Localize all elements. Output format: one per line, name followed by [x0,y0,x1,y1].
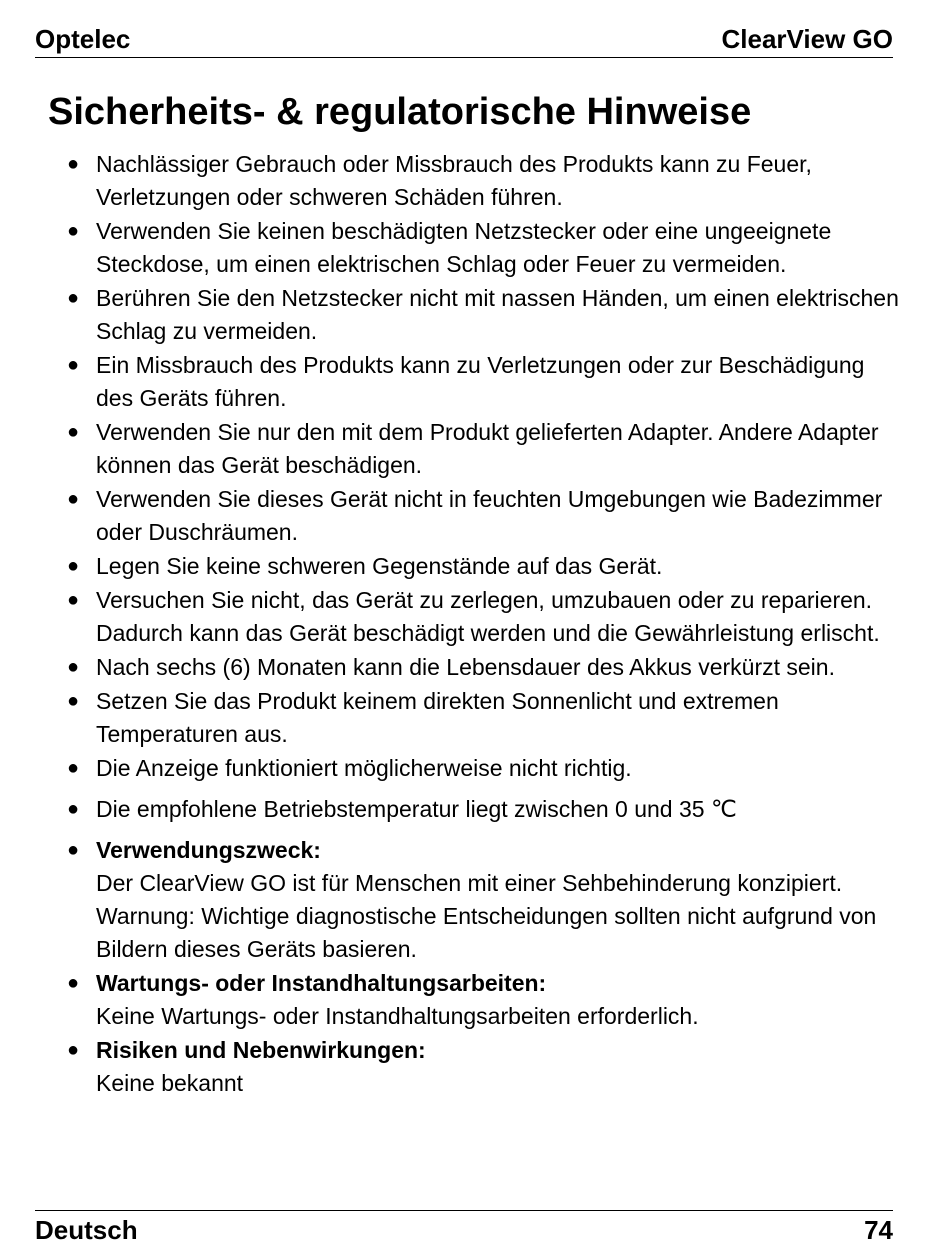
page-number: 74 [864,1215,893,1245]
list-item: ● Legen Sie keine schweren Gegenstände auf das Gerät. [0,550,900,583]
bullet-icon: ● [66,421,80,443]
list-item: ● Versuchen Sie nicht, das Gerät zu zerlegen, umzubauen oder zu reparieren. Dadurch kann das Gerät beschädigt werden und die Gewährleistung erlischt. [0,584,900,650]
purpose-text: Der ClearView GO ist für Menschen mit einer Sehbehinderung konzipiert. [96,870,843,896]
page-title: Sicherheits- & regulatorische Hinweise [48,91,752,133]
purpose-warning: Warnung: Wichtige diagnostische Entscheidungen sollten nicht aufgrund von Bildern dieses Geräts basieren. [96,903,877,962]
bullet-icon: ● [66,354,80,376]
list-item: ● Berühren Sie den Netzstecker nicht mit nassen Händen, um einen elektrischen Schlag zu vermeiden. [0,282,900,348]
bullet-icon: ● [66,1039,80,1061]
maintenance-heading: Wartungs- oder Instandhaltungsarbeiten: [96,970,547,996]
purpose-heading: Verwendungszweck: [96,837,321,863]
list-item: ● Die Anzeige funktioniert möglicherweise nicht richtig. [0,752,900,785]
purpose-item [0,834,900,966]
bullet-icon: ● [66,798,80,820]
bullet-icon: ● [66,488,80,510]
list-item: ● Ein Missbrauch des Produkts kann zu Verletzungen oder zur Beschädigung des Geräts führen. [0,349,900,415]
page-header [35,24,893,58]
footer-language: Deutsch [35,1215,138,1245]
risks-item [0,1034,900,1100]
bullet-icon: ● [66,153,80,175]
list-item: ● Verwenden Sie keinen beschädigten Netzstecker oder eine ungeeignete Steckdose, um einen elektrischen Schlag oder Feuer zu vermeiden. [0,215,900,281]
maintenance-item [0,967,900,1033]
bullet-icon: ● [66,287,80,309]
risks-heading: Risiken und Nebenwirkungen: [96,1037,426,1063]
bullet-icon: ● [66,972,80,994]
bullet-icon: ● [66,839,80,861]
bullet-icon: ● [66,555,80,577]
list-item: ● Setzen Sie das Produkt keinem direkten Sonnenlicht und extremen Temperaturen aus. [0,685,900,751]
header-product: ClearView GO [721,24,893,54]
risks-text: Keine bekannt [96,1070,244,1096]
list-item: ● Nach sechs (6) Monaten kann die Lebensdauer des Akkus verkürzt sein. [0,651,900,684]
page-footer [35,1210,893,1246]
bullet-icon: ● [66,220,80,242]
header-brand: Optelec [35,24,131,54]
list-item: ● Nachlässiger Gebrauch oder Missbrauch des Produkts kann zu Feuer, Verletzungen oder schweren Schäden führen. [0,148,900,214]
bullet-icon: ● [66,589,80,611]
list-item: ● Verwenden Sie dieses Gerät nicht in feuchten Umgebungen wie Badezimmer oder Duschräumen. [0,483,900,549]
list-item: ● Verwenden Sie nur den mit dem Produkt gelieferten Adapter. Andere Adapter können das Gerät beschädigen. [0,416,900,482]
bullet-icon: ● [66,656,80,678]
maintenance-text: Keine Wartungs- oder Instandhaltungsarbeiten erforderlich. [96,1003,699,1029]
bullet-icon: ● [66,690,80,712]
bullet-icon: ● [66,757,80,779]
list-item: ● Die empfohlene Betriebstemperatur liegt zwischen 0 und 35 ℃ [0,793,900,826]
safety-list [0,148,900,1101]
